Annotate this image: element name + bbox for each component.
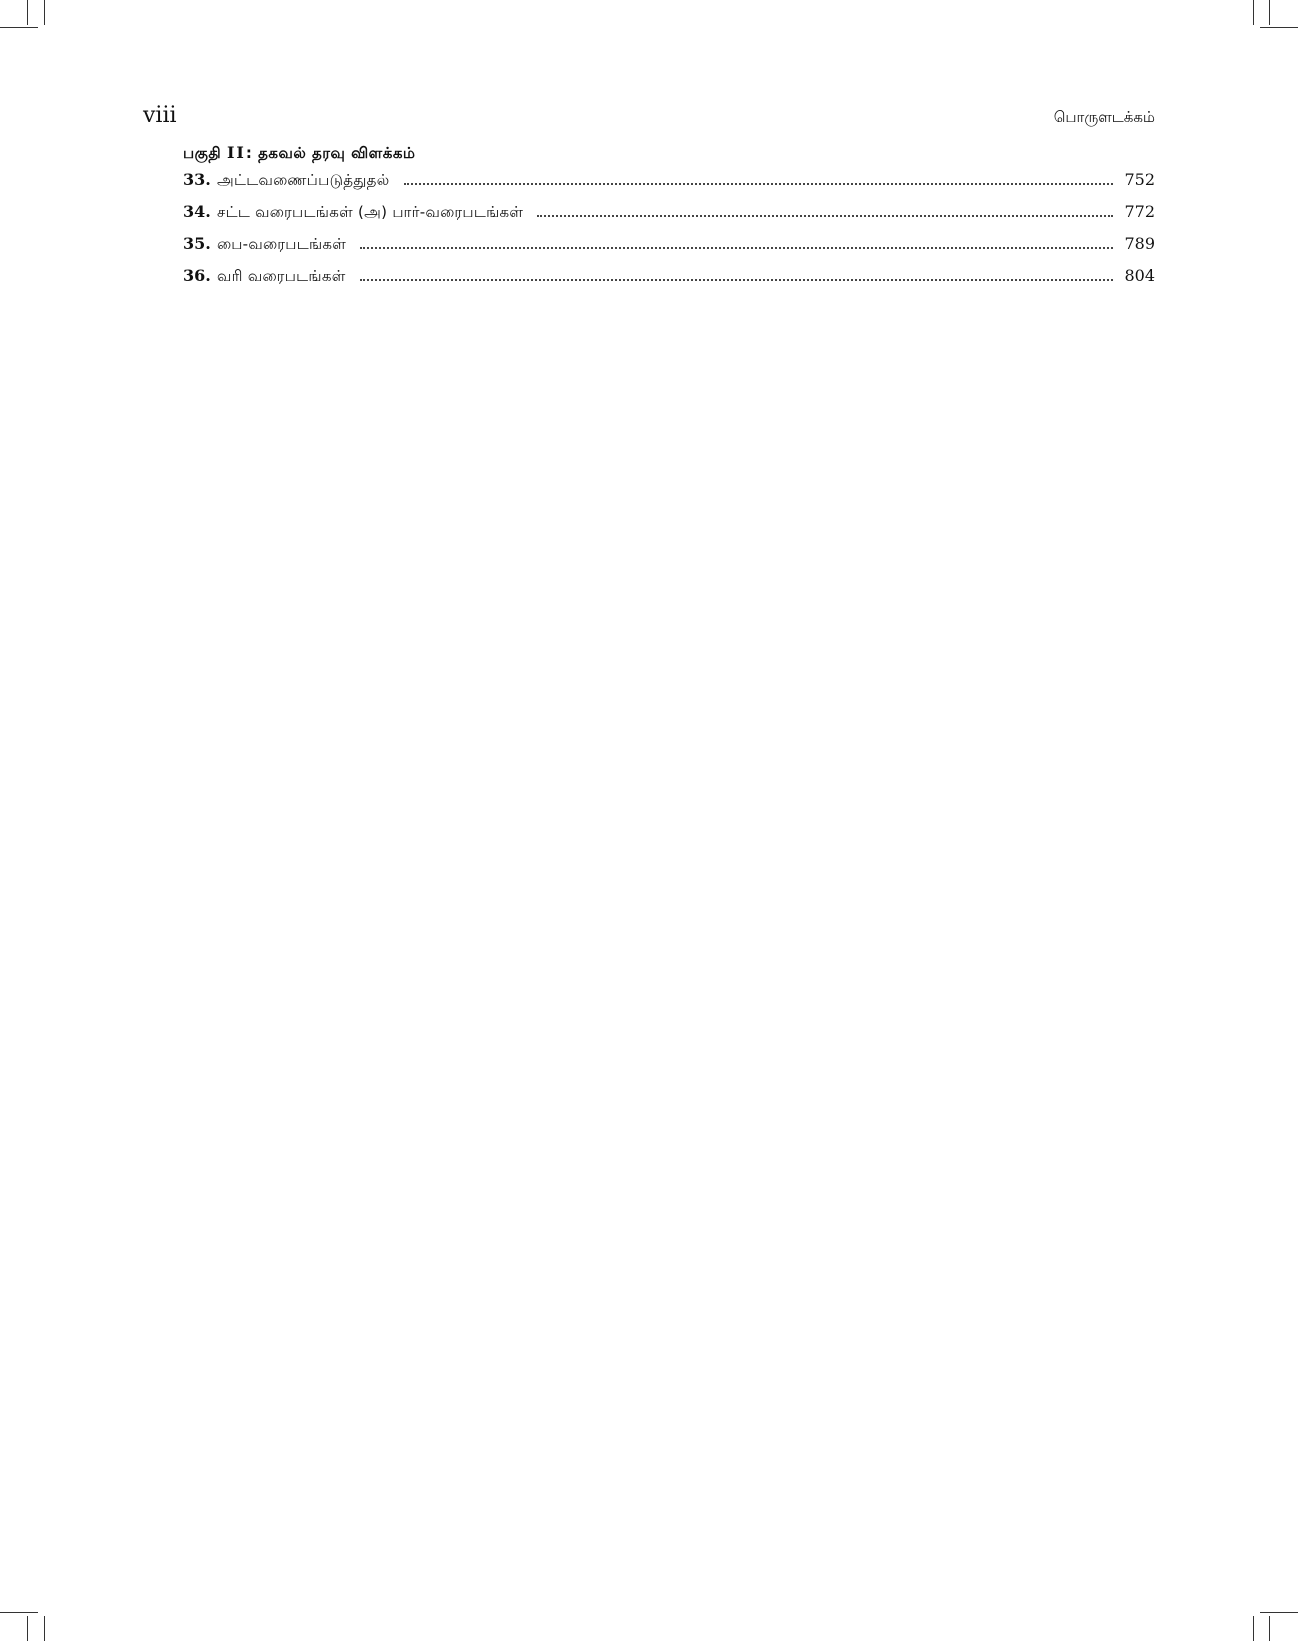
crop-mark xyxy=(27,1616,28,1641)
dot-leader xyxy=(404,182,1114,185)
chapter-page: 752 xyxy=(1124,170,1155,189)
toc-entry[interactable] xyxy=(183,170,1155,202)
crop-mark xyxy=(1253,0,1254,25)
chapter-title: பை-வரைபடங்கள் xyxy=(217,235,347,253)
chapter-number: 33. xyxy=(183,170,211,189)
table-of-contents xyxy=(183,140,1155,298)
crop-mark xyxy=(0,27,38,28)
part-heading xyxy=(183,140,1155,166)
part-title: : தகவல் தரவு விளக்கம் xyxy=(245,144,416,162)
crop-mark xyxy=(44,0,45,25)
crop-mark xyxy=(1260,1612,1298,1613)
dot-leader xyxy=(360,246,1113,249)
crop-mark xyxy=(27,0,28,25)
dot-leader xyxy=(537,214,1113,217)
part-prefix: பகுதி xyxy=(183,144,222,162)
toc-entry[interactable] xyxy=(183,266,1155,298)
chapter-number: 34. xyxy=(183,202,211,221)
chapter-number: 35. xyxy=(183,234,211,253)
crop-mark xyxy=(1269,0,1270,25)
crop-mark xyxy=(44,1616,45,1641)
part-roman-numeral: II xyxy=(226,143,246,162)
chapter-page: 804 xyxy=(1124,266,1155,285)
chapter-title: அட்டவணைப்படுத்துதல் xyxy=(217,171,390,189)
chapter-page: 789 xyxy=(1124,234,1155,253)
dot-leader xyxy=(360,278,1113,281)
running-head: பொருளடக்கம் xyxy=(1053,108,1155,126)
chapter-title: வரி வரைபடங்கள் xyxy=(217,267,346,285)
crop-mark xyxy=(1253,1616,1254,1641)
crop-mark xyxy=(1260,27,1298,28)
chapter-title: சட்ட வரைபடங்கள் (அ) பார்-வரைபடங்கள் xyxy=(217,203,524,221)
crop-mark xyxy=(0,1612,38,1613)
toc-entry[interactable] xyxy=(183,234,1155,266)
toc-entry[interactable] xyxy=(183,202,1155,234)
page-number: viii xyxy=(143,103,177,128)
chapter-page: 772 xyxy=(1124,202,1155,221)
crop-mark xyxy=(1269,1616,1270,1641)
chapter-number: 36. xyxy=(183,266,211,285)
